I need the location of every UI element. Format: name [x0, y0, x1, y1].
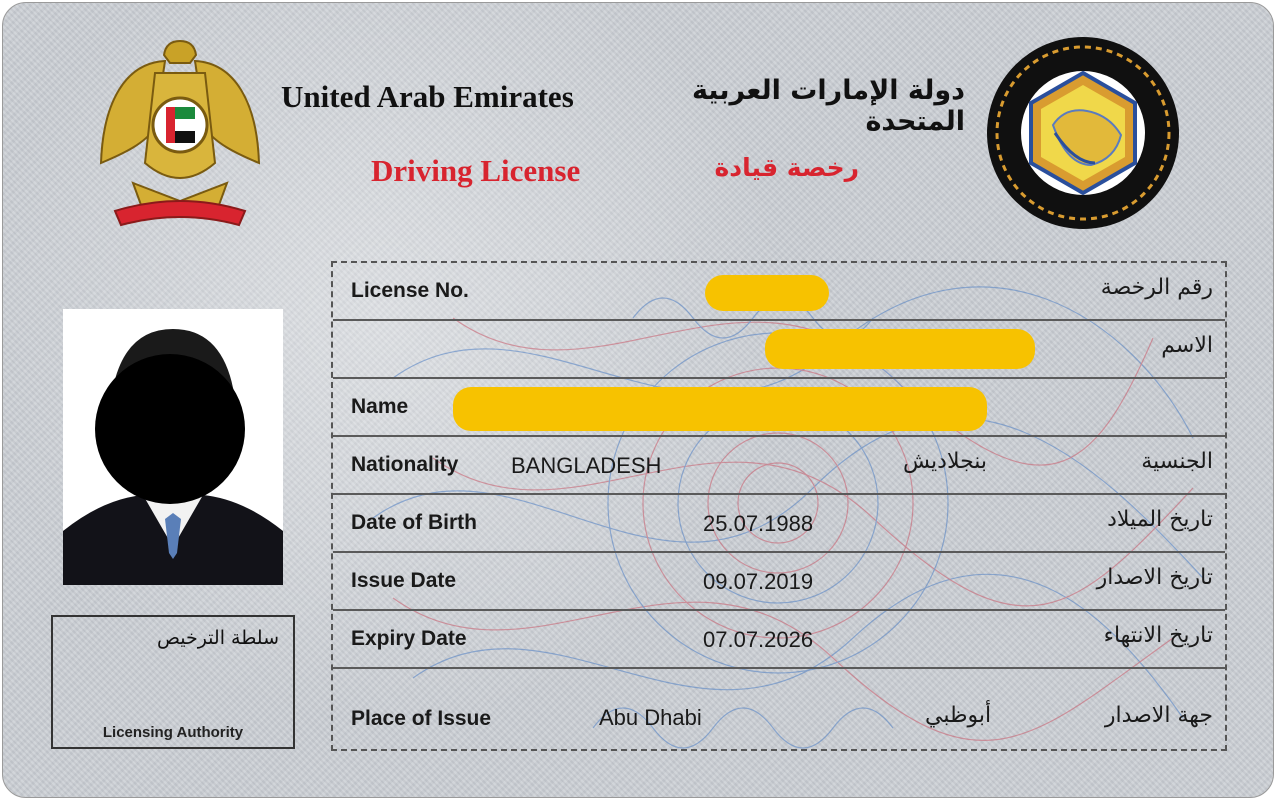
licensing-authority-box: [51, 615, 295, 749]
row-place-of-issue: [333, 669, 1225, 749]
place-of-issue-value: Abu Dhabi: [599, 705, 702, 730]
name-en-redaction: [453, 387, 987, 431]
issue-date-label: Issue Date: [351, 569, 457, 592]
licensing-authority-en: Licensing Authority: [102, 724, 244, 741]
nationality-value-ar: بنجلاديش: [903, 449, 988, 474]
document-title-ar: رخصة قيادة: [714, 153, 859, 182]
place-of-issue-value-ar: أبوظبي: [925, 703, 992, 728]
driving-license-card: [2, 2, 1274, 798]
row-name-en: [333, 379, 1225, 437]
row-name-ar: [333, 321, 1225, 379]
gcc-seal-icon: [983, 33, 1183, 233]
issue-date-value: 09.07.2019: [703, 569, 814, 594]
name-label-ar: الاسم: [1161, 333, 1213, 358]
name-ar-redaction: [765, 329, 1035, 369]
licensing-authority-ar: سلطة الترخيص: [156, 627, 279, 649]
country-title-en: United Arab Emirates: [281, 79, 574, 114]
country-title-ar: دولة الإمارات العربية المتحدة: [691, 75, 965, 137]
row-nationality: [333, 437, 1225, 495]
expiry-date-label-ar: تاريخ الانتهاء: [1103, 623, 1213, 648]
dob-label: Date of Birth: [351, 511, 477, 534]
document-title-en: Driving License: [371, 153, 581, 188]
row-issue-date: [333, 553, 1225, 611]
holder-photo: [63, 309, 283, 585]
nationality-value: BANGLADESH: [511, 453, 662, 478]
dob-label-ar: تاريخ الميلاد: [1107, 507, 1213, 532]
license-no-label-ar: رقم الرخصة: [1100, 275, 1213, 300]
license-no-label: License No.: [351, 279, 469, 302]
place-of-issue-label-ar: جهة الاصدار: [1104, 703, 1213, 728]
holder-photo-redacted-icon: [63, 309, 283, 585]
dob-value: 25.07.1988: [703, 511, 814, 536]
expiry-date-label: Expiry Date: [351, 627, 467, 650]
uae-falcon-emblem-icon: [95, 33, 265, 238]
issue-date-label-ar: تاريخ الاصدار: [1096, 565, 1213, 590]
name-label: Name: [351, 395, 409, 418]
expiry-date-value: 07.07.2026: [703, 627, 814, 652]
nationality-label: Nationality: [351, 453, 459, 476]
row-expiry-date: [333, 611, 1225, 669]
row-date-of-birth: [333, 495, 1225, 553]
license-details-table: [331, 261, 1227, 751]
place-of-issue-label: Place of Issue: [351, 707, 492, 730]
row-license-no: [333, 263, 1225, 321]
nationality-label-ar: الجنسية: [1141, 449, 1213, 474]
license-no-redaction: [705, 275, 829, 311]
